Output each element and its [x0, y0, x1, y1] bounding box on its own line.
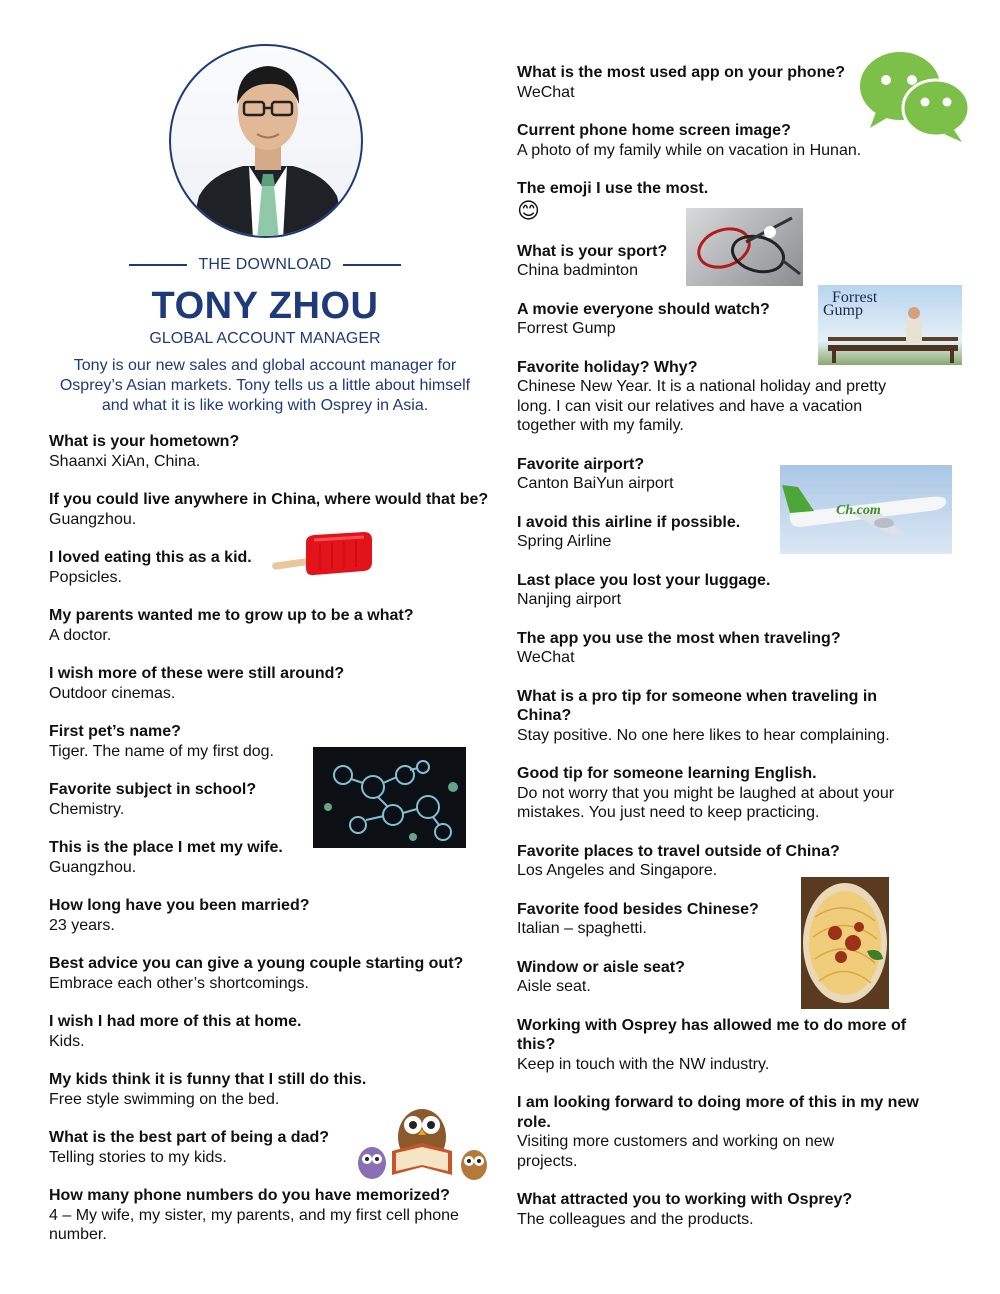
- question: Favorite airport?: [517, 455, 645, 473]
- movie-poster-image: [818, 285, 962, 365]
- answer: Spring Airline: [517, 533, 612, 550]
- question: What is the best part of being a dad?: [49, 1129, 330, 1146]
- answer: A doctor.: [49, 626, 112, 644]
- answer: WeChat: [517, 649, 575, 666]
- answer: Nanjing airport: [517, 591, 622, 608]
- answer: Telling stories to my kids.: [49, 1148, 227, 1166]
- answer: The colleagues and the products.: [517, 1210, 754, 1228]
- question: I avoid this airline if possible.: [517, 513, 741, 531]
- spaghetti-image: [801, 877, 889, 1009]
- qa-item: [49, 606, 499, 645]
- plane-livery-text: Ch.com: [836, 503, 881, 518]
- answer: Chemistry.: [49, 800, 125, 818]
- question: If you could live anywhere in China, where would that be?: [49, 491, 489, 508]
- divider-left: [129, 264, 187, 266]
- owls-reading-image: [352, 1103, 492, 1183]
- poster-title-line2: Gump: [823, 302, 863, 319]
- bench-icon: [818, 285, 962, 365]
- qa-item: [517, 571, 927, 610]
- answer: Tiger. The name of my first dog.: [49, 742, 274, 760]
- qa-item: [49, 490, 499, 529]
- answer: Shaanxi XiAn, China.: [49, 452, 201, 470]
- question: Favorite subject in school?: [49, 781, 257, 798]
- qa-item: [517, 1093, 927, 1171]
- qa-item: [49, 954, 499, 993]
- question: Current phone home screen image?: [517, 122, 791, 139]
- question: What is the most used app on your phone?: [517, 64, 846, 81]
- question: Good tip for someone learning English.: [517, 765, 817, 782]
- question: What is a pro tip for someone when traveling in China?: [517, 687, 878, 724]
- question: I wish more of these were still around?: [49, 665, 345, 682]
- question: How long have you been married?: [49, 897, 310, 914]
- section-label: THE DOWNLOAD: [198, 256, 332, 273]
- job-title: GLOBAL ACCOUNT MANAGER: [149, 330, 381, 347]
- question: Favorite places to travel outside of China?: [517, 842, 840, 860]
- question: Favorite food besides Chinese?: [517, 900, 759, 918]
- qa-item: [49, 1186, 499, 1245]
- qa-item: [517, 358, 927, 436]
- question: I am looking forward to doing more of this in my new role.: [517, 1094, 919, 1131]
- answer: Visiting more customers and working on new projects.: [517, 1133, 835, 1170]
- question: What is your sport?: [517, 242, 668, 260]
- section-header: [49, 256, 481, 274]
- answer: Guangzhou.: [49, 510, 137, 528]
- qa-item: [517, 687, 927, 746]
- answer: Chinese New Year. It is a national holiday and pretty long. I can visit our relatives and have a vacation together with my family.: [517, 378, 887, 434]
- question: Window or aisle seat?: [517, 958, 685, 976]
- qa-item: [517, 1016, 927, 1075]
- question: Last place you lost your luggage.: [517, 571, 771, 589]
- qa-item: [517, 1190, 927, 1229]
- qa-item: [49, 432, 499, 471]
- question: Favorite holiday? Why?: [517, 358, 698, 376]
- answer: Stay positive. No one here likes to hear complaining.: [517, 726, 890, 744]
- owl-icon: [352, 1103, 492, 1183]
- question: I loved eating this as a kid.: [49, 549, 252, 566]
- answer: Free style swimming on the bed.: [49, 1090, 280, 1108]
- answer: Outdoor cinemas.: [49, 684, 176, 702]
- qa-item: [517, 629, 927, 668]
- question: Working with Osprey has allowed me to do more of this?: [517, 1016, 907, 1053]
- question: This is the place I met my wife.: [49, 839, 283, 856]
- qa-item: [49, 1012, 499, 1051]
- poster-title-line1: Forrest: [832, 289, 878, 306]
- airplane-image: [780, 465, 952, 554]
- popsicle-icon: [270, 530, 375, 580]
- badminton-racket-icon: [686, 208, 803, 286]
- molecule-image: [313, 747, 466, 848]
- divider-right: [343, 264, 401, 266]
- molecule-icon: [313, 747, 466, 848]
- answer: Italian – spaghetti.: [517, 920, 647, 937]
- person-name: TONY ZHOU: [151, 285, 379, 327]
- qa-item: [517, 764, 927, 823]
- badminton-image: [686, 208, 803, 286]
- answer: 23 years.: [49, 916, 115, 934]
- wechat-icon: [858, 50, 972, 142]
- question: First pet’s name?: [49, 723, 181, 740]
- answer: Canton BaiYun airport: [517, 475, 674, 492]
- spaghetti-icon: [801, 877, 889, 1009]
- answer: Guangzhou.: [49, 858, 137, 876]
- intro-text: Tony is our new sales and global account manager for Osprey’s Asian markets. Tony tells us a little about himself and what it is like working with Osprey in Asia.: [59, 357, 471, 414]
- qa-item: [49, 664, 499, 703]
- answer: A photo of my family while on vacation in Hunan.: [517, 141, 862, 159]
- smile-emoji-icon: 😊: [517, 197, 540, 223]
- person-illustration: [171, 46, 363, 238]
- answer: Aisle seat.: [517, 978, 591, 995]
- left-column: [49, 44, 499, 1264]
- question: What attracted you to working with Osprey?: [517, 1191, 853, 1208]
- answer: Los Angeles and Singapore.: [517, 862, 718, 879]
- question: The app you use the most when traveling?: [517, 629, 841, 647]
- answer: Popsicles.: [49, 568, 122, 586]
- question: A movie everyone should watch?: [517, 300, 770, 318]
- qa-item: [49, 896, 499, 935]
- answer: Do not worry that you might be laughed at about your mistakes. You just need to keep practicing.: [517, 784, 895, 821]
- qa-item: [517, 842, 927, 881]
- question: I wish I had more of this at home.: [49, 1013, 302, 1030]
- question: My parents wanted me to grow up to be a what?: [49, 607, 414, 624]
- question: What is your hometown?: [49, 433, 240, 450]
- question: How many phone numbers do you have memorized?: [49, 1187, 450, 1204]
- answer: China badminton: [517, 262, 638, 279]
- answer: Kids.: [49, 1032, 85, 1050]
- answer: WeChat: [517, 83, 575, 101]
- answer: Forrest Gump: [517, 320, 616, 337]
- popsicle-image: [270, 530, 375, 580]
- question: Best advice you can give a young couple starting out?: [49, 955, 464, 972]
- question: My kids think it is funny that I still do this.: [49, 1071, 367, 1088]
- answer: Keep in touch with the NW industry.: [517, 1055, 770, 1073]
- wechat-logo-image: [858, 50, 972, 142]
- portrait-photo: [169, 44, 363, 238]
- answer: 4 – My wife, my sister, my parents, and my first cell phone number.: [49, 1206, 459, 1243]
- answer: Embrace each other’s shortcomings.: [49, 974, 309, 992]
- question: The emoji I use the most.: [517, 180, 709, 197]
